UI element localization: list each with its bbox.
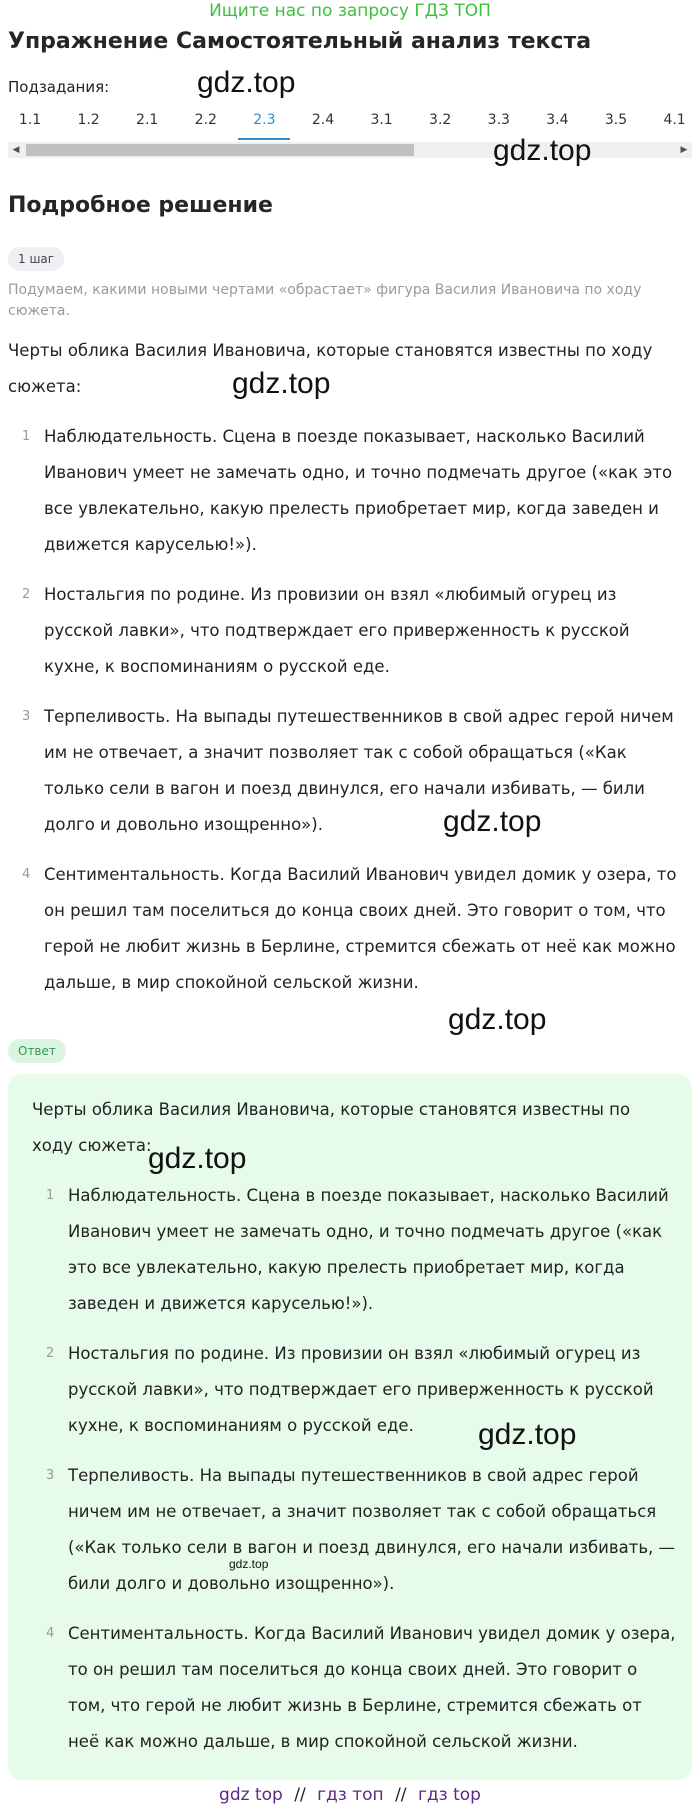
list-number: 3	[22, 709, 31, 724]
list-item	[46, 1616, 676, 1760]
list-number: 1	[46, 1188, 55, 1203]
tab-3-3[interactable]: 3.3	[487, 112, 510, 128]
watermark: gdz.top	[197, 66, 296, 99]
tab-4-1[interactable]: 4.1	[663, 112, 686, 128]
tab-2-3[interactable]: 2.3	[253, 112, 276, 128]
watermark: gdz.top	[232, 367, 331, 400]
list-item	[46, 1336, 676, 1444]
subtask-tabs	[0, 108, 700, 142]
list-number: 3	[46, 1468, 55, 1483]
active-tab-underline	[238, 138, 290, 140]
list-item	[22, 577, 688, 685]
list-number: 4	[46, 1626, 55, 1641]
list-number: 2	[22, 587, 31, 602]
tab-1-2[interactable]: 1.2	[77, 112, 100, 128]
tab-3-4[interactable]: 3.4	[546, 112, 569, 128]
list-item-text: Терпеливость. На выпады путешественников в свой адрес герой ничем им не отвечает, а значит позволяет так с собой обращаться («Как только сели в вагон и поезд двинулся, его начали избивать, — били долго и довольно изощренно»).	[44, 707, 674, 834]
answer-badge: Ответ	[8, 1039, 66, 1063]
tab-2-2[interactable]: 2.2	[194, 112, 217, 128]
scrollbar-thumb[interactable]	[26, 144, 414, 156]
tab-3-2[interactable]: 3.2	[429, 112, 452, 128]
answer-intro: Черты облика Василия Ивановича, которые становятся известны по ходу сюжета:	[32, 1100, 631, 1155]
tab-3-5[interactable]: 3.5	[604, 112, 628, 128]
scroll-left-icon[interactable]: ◀	[12, 145, 20, 155]
watermark: gdz.top	[229, 1557, 269, 1571]
hint-text: Подумаем, какими новыми чертами «обрастает» фигура Василия Ивановича по ходу сюжета.	[8, 282, 642, 319]
list-item-text: Сентиментальность. Когда Василий Иванович увидел домик у озера, то он решил там поселиться до конца своих дней. Это говорит о том, что герой не любит жизнь в Берлине, стремится сбежать от неё как можно дальше, в мир спокойной сельской жизни.	[68, 1624, 676, 1751]
footer-link[interactable]: гдз top	[417, 1785, 481, 1805]
search-banner: Ищите нас по запросу ГДЗ ТОП	[209, 1, 491, 21]
list-item	[22, 419, 688, 563]
footer-link[interactable]: гдз топ	[317, 1785, 384, 1805]
footer-link[interactable]: gdz top	[219, 1785, 283, 1805]
tab-3-1[interactable]: 3.1	[370, 112, 393, 128]
watermark: gdz.top	[478, 1418, 577, 1451]
tab-2-1[interactable]: 2.1	[136, 112, 159, 128]
watermark: gdz.top	[443, 805, 542, 838]
subtasks-label: Подзадания:	[8, 78, 110, 96]
list-item-text: Наблюдательность. Сцена в поезде показывает, насколько Василий Иванович умеет не замечать одно, и точно подмечать другое («как это все увлекательно, какую прелесть приобретает мир, когда заведен и движется каруселью!»).	[44, 427, 673, 554]
list-item	[46, 1178, 676, 1322]
watermark: gdz.top	[148, 1142, 247, 1175]
list-item-text: Наблюдательность. Сцена в поезде показывает, насколько Василий Иванович умеет не замечать одно, и точно подмечать другое («как это все увлекательно, какую прелесть приобретает мир, когда заведен и движется каруселью!»).	[68, 1186, 669, 1313]
answer-list	[46, 1178, 676, 1774]
watermark: gdz.top	[493, 134, 592, 167]
list-item-text: Ностальгия по родине. Из провизии он взял «любимый огурец из русской лавки», что подтверждает его приверженность к русской кухне, к воспоминаниям о русской еде.	[44, 585, 630, 676]
page-title: Упражнение Самостоятельный анализ текста	[8, 29, 592, 54]
list-number: 2	[46, 1346, 55, 1361]
list-item-text: Сентиментальность. Когда Василий Иванович увидел домик у озера, то он решил там поселиться до конца своих дней. Это говорит о том, что герой не любит жизнь в Берлине, стремится сбежать от неё как можно дальше, в мир спокойной сельской жизни.	[44, 865, 677, 992]
solution-list	[22, 419, 688, 1015]
solution-intro: Черты облика Василия Ивановича, которые становятся известны по ходу сюжета:	[8, 341, 653, 396]
list-item	[22, 699, 688, 843]
list-item	[22, 857, 688, 1001]
list-item-text: Терпеливость. На выпады путешественников в свой адрес герой ничем им не отвечает, а значит позволяет так с собой обращаться («Как только сели в вагон и поезд двинулся, его начали избивать, — били долго и довольно изощренно»).	[68, 1466, 676, 1593]
footer-separator: //	[294, 1785, 306, 1805]
list-item-text: Ностальгия по родине. Из провизии он взял «любимый огурец из русской лавки», что подтверждает его приверженность к русской кухне, к воспоминаниям о русской еде.	[68, 1344, 654, 1435]
list-item	[46, 1458, 676, 1602]
list-number: 4	[22, 867, 31, 882]
section-title: Подробное решение	[8, 193, 273, 218]
list-number: 1	[22, 429, 31, 444]
footer-separator: //	[395, 1785, 407, 1805]
tab-1-1[interactable]: 1.1	[18, 112, 42, 128]
step-badge: 1 шаг	[8, 247, 64, 271]
tab-2-4[interactable]: 2.4	[311, 112, 335, 128]
footer-links	[0, 1785, 700, 1805]
watermark: gdz.top	[448, 1003, 547, 1036]
scroll-right-icon[interactable]: ▶	[680, 145, 688, 155]
